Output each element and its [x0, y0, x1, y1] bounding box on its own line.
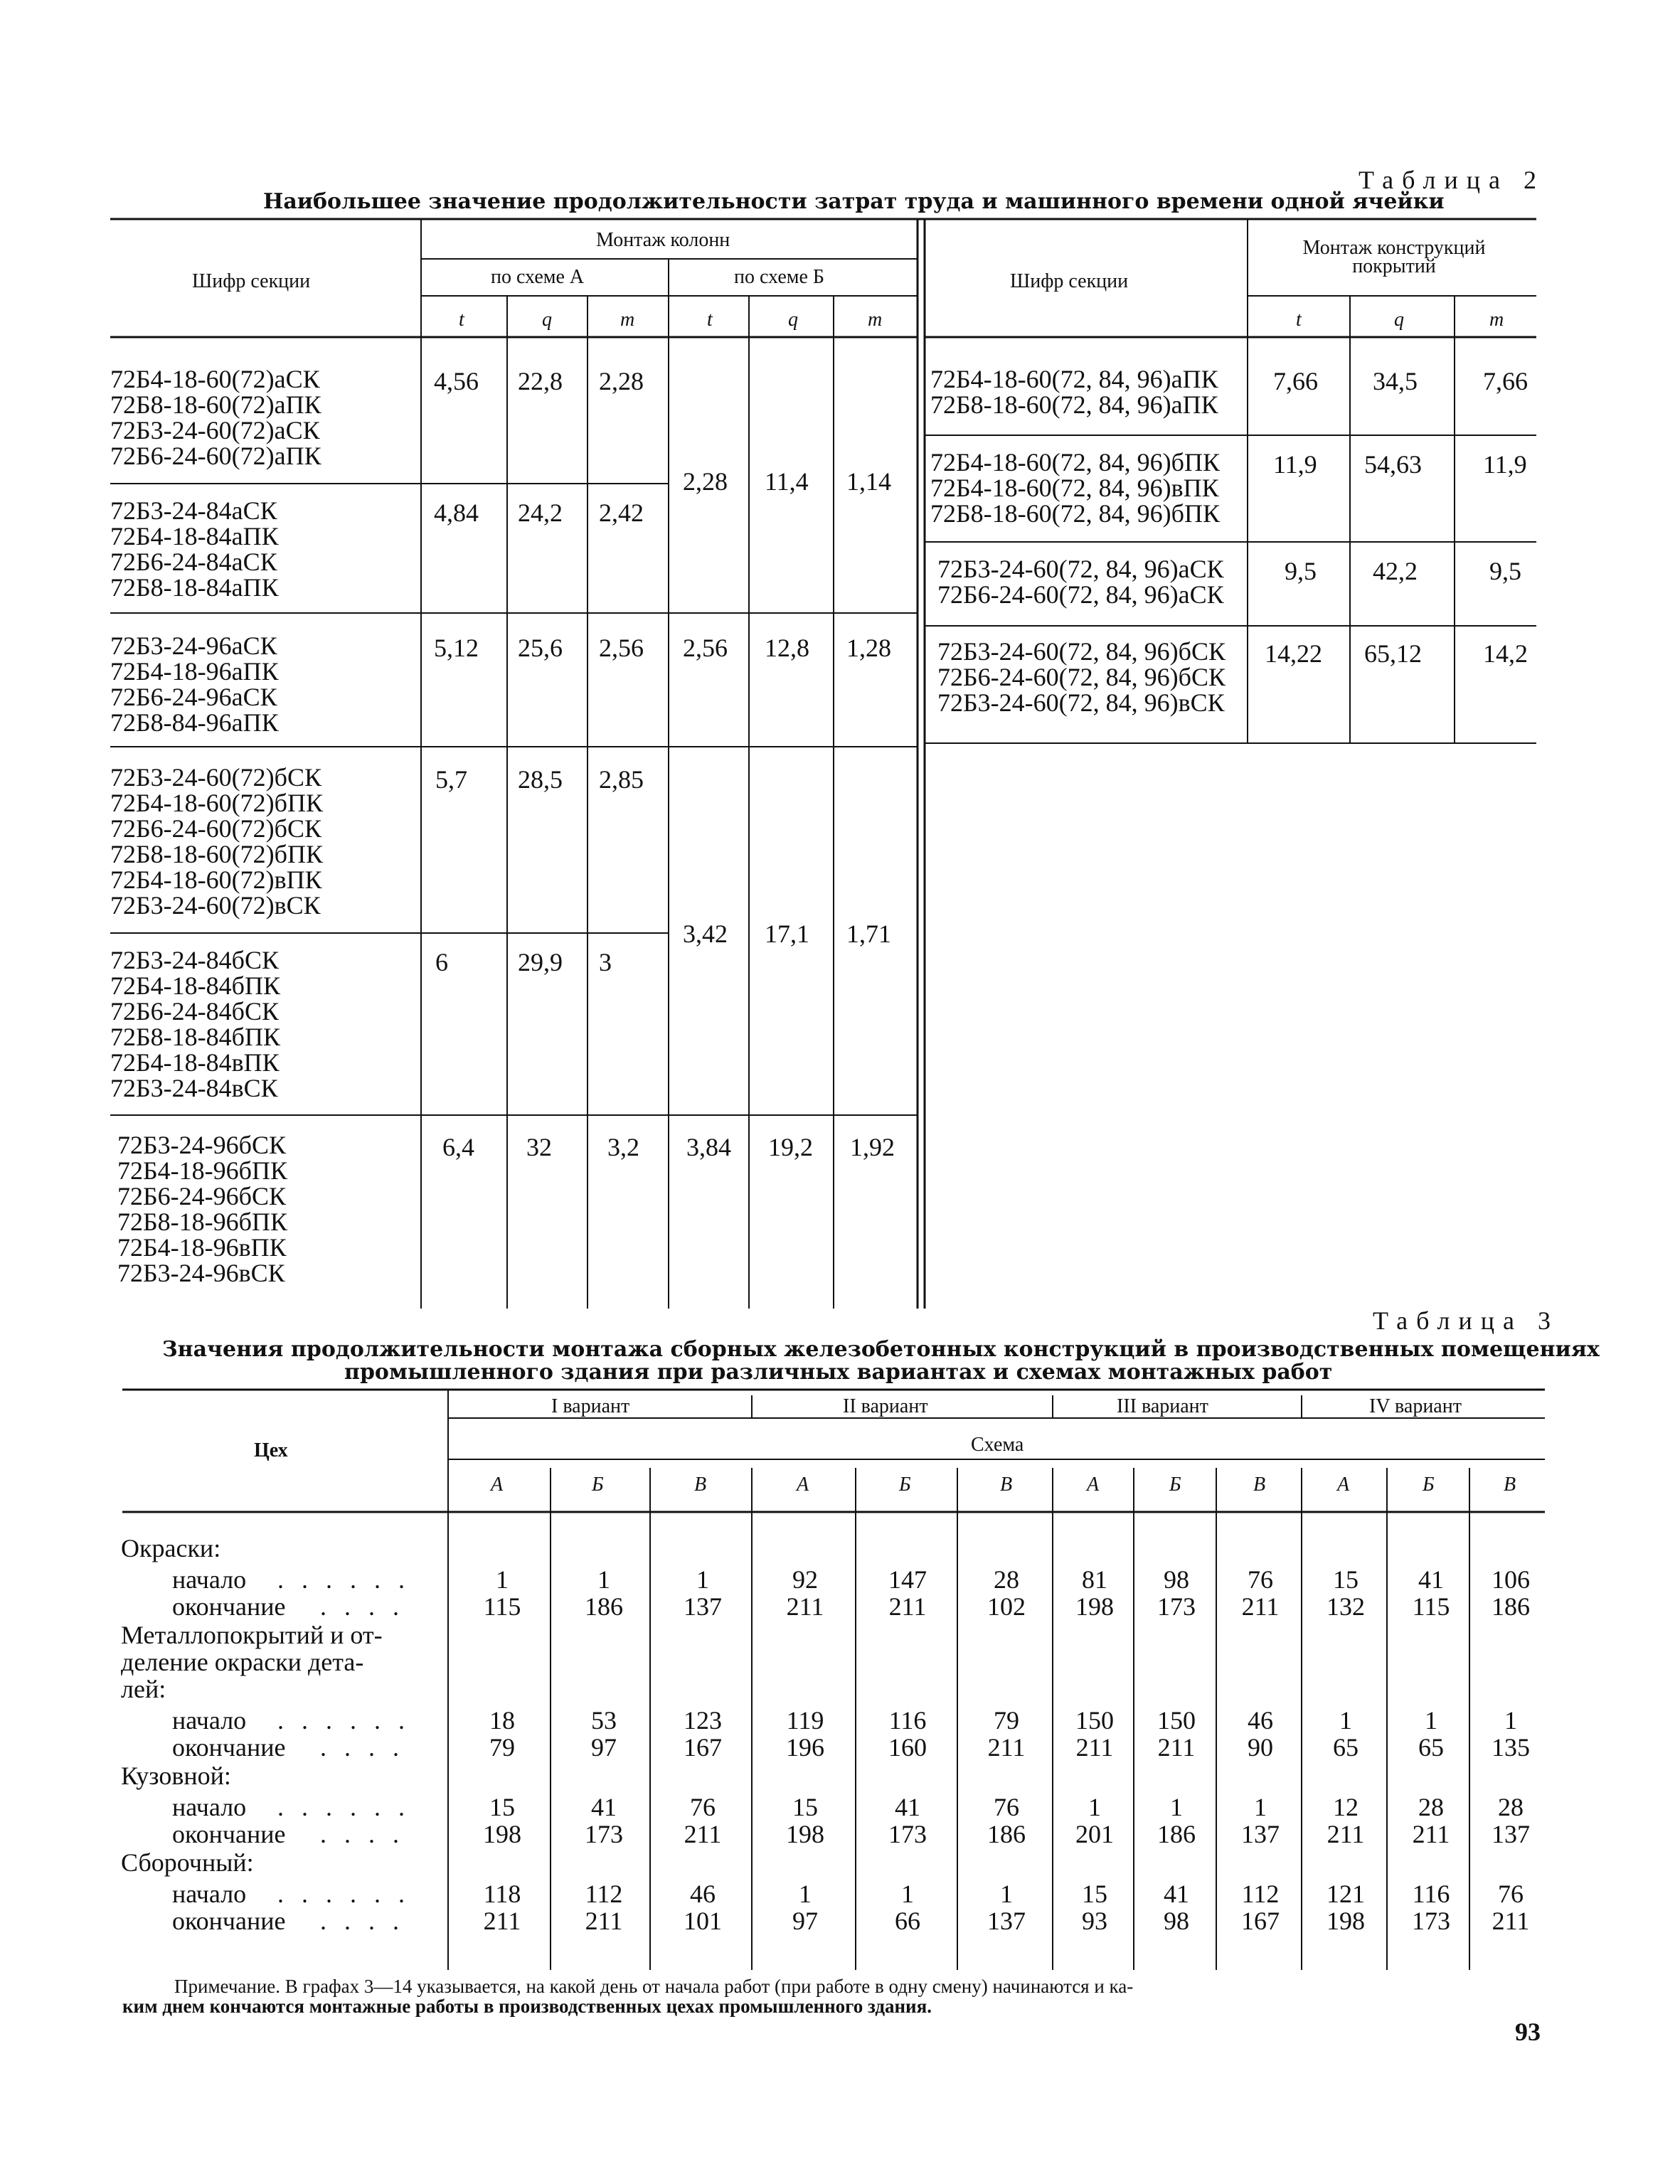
table3-cell: 211 — [786, 1592, 824, 1621]
table3-row-leader-dots: . . . . . . — [277, 1880, 410, 1908]
table3-row-label: начало — [172, 1565, 247, 1594]
table3-cell: 147 — [888, 1565, 927, 1594]
table3-note-line1: Примечание. В графах 3—14 указывается, на какой день от начала работ (при работе в одну смену) начинаются и ка- — [174, 1976, 1134, 1997]
table3-cell: 46 — [1248, 1706, 1273, 1735]
table3-cell: 211 — [1327, 1820, 1365, 1848]
table3-cell: 123 — [684, 1706, 722, 1735]
t2-right-row-2-m: 11,9 — [1483, 450, 1527, 479]
t3-col-6: В — [1000, 1474, 1013, 1496]
t2-col-t-b: t — [707, 309, 713, 331]
table3-cell: 28 — [1418, 1793, 1444, 1821]
table3-cell: 41 — [1164, 1880, 1189, 1908]
table3-cell: 173 — [888, 1820, 927, 1848]
t2-right-row-2-codes: 72Б4-18-60(72, 84, 96)бПК 72Б4-18-60(72, 84, 96)вПК 72Б8-18-60(72, 84, 96)бПК — [930, 448, 1220, 528]
table3-cell: 167 — [1241, 1907, 1280, 1935]
table3-cell: 116 — [1412, 1880, 1450, 1908]
table3-cell: 112 — [1241, 1880, 1280, 1908]
table3-row-leader-dots: . . . . — [320, 1820, 405, 1848]
t2-col-q-a: q — [542, 309, 552, 331]
table3-cell: 1 — [1088, 1793, 1101, 1821]
t2-left-row-2-codes: 72Б3-24-84аСК 72Б4-18-84аПК 72Б6-24-84аСК 72Б8-18-84аПК — [110, 496, 279, 602]
t2-left-row-3-m: 2,56 — [599, 634, 644, 662]
table3-cell: 98 — [1164, 1565, 1189, 1594]
table3-cell: 1 — [799, 1880, 812, 1908]
table3-cell: 1 — [1504, 1706, 1517, 1735]
table3-cell: 186 — [987, 1820, 1026, 1848]
t2-left-row-6-q: 32 — [526, 1133, 552, 1161]
table3-cell: 186 — [1492, 1592, 1530, 1621]
t2-merged-b1-q: 11,4 — [765, 467, 809, 496]
table3-row-leader-dots: . . . . — [320, 1592, 405, 1621]
table3-cell: 196 — [786, 1733, 824, 1762]
t3-variant-4: IV вариант — [1369, 1395, 1462, 1417]
table3-cell: 65 — [1418, 1733, 1444, 1762]
table3-cell: 150 — [1075, 1706, 1114, 1735]
table3-cell: 66 — [895, 1907, 920, 1935]
table3-title-line2: промышленного здания при различных вариантах и схемах монтажных работ — [344, 1360, 1333, 1385]
t2-right-row-4-codes: 72Б3-24-60(72, 84, 96)бСК 72Б6-24-60(72, 84, 96)бСК 72Б3-24-60(72, 84, 96)вСК — [937, 637, 1226, 717]
t2-right-row-2-q: 54,63 — [1364, 450, 1422, 479]
t2-left-row-5-q: 29,9 — [518, 948, 563, 976]
t2-right-col-m: m — [1489, 309, 1504, 331]
t2-left-row-1-t: 4,56 — [434, 367, 479, 395]
table3-cell: 211 — [1492, 1907, 1530, 1935]
t2-scheme-b-header: по схеме Б — [734, 266, 824, 288]
t2-merged-b2-q: 17,1 — [765, 920, 809, 948]
table3-cell: 198 — [786, 1820, 824, 1848]
table3-row-label: окончание — [172, 1592, 286, 1621]
t2-left-row-5-m: 3 — [599, 948, 612, 976]
t2-right-row-1-q: 34,5 — [1373, 367, 1418, 395]
table3-cell: 93 — [1082, 1907, 1107, 1935]
t2-right-code-header: Шифр секции — [1010, 270, 1129, 292]
t2-left-row-2-q: 24,2 — [518, 499, 563, 527]
table3-cell: 81 — [1082, 1565, 1107, 1594]
t2-left-code-header: Шифр секции — [192, 270, 311, 292]
table3-row-leader-dots: . . . . — [320, 1907, 405, 1935]
table3-cell: 102 — [987, 1592, 1026, 1621]
t2-left-row-3-bq: 12,8 — [765, 634, 809, 662]
t2-right-row-3-codes: 72Б3-24-60(72, 84, 96)аСК 72Б6-24-60(72, 84, 96)аСК — [937, 555, 1224, 609]
table3-cell: 167 — [684, 1733, 722, 1762]
table3-group-label: Окраски: — [121, 1534, 221, 1562]
table3-group-label: Сборочный: — [121, 1848, 254, 1877]
table3-cell: 211 — [1241, 1592, 1280, 1621]
t2-right-row-1-m: 7,66 — [1483, 367, 1528, 395]
t2-right-row-3-m: 9,5 — [1489, 557, 1521, 585]
t2-left-row-4-q: 28,5 — [518, 765, 563, 794]
table3-cell: 135 — [1492, 1733, 1530, 1762]
t2-right-col-q: q — [1394, 309, 1404, 331]
table3-cell: 211 — [888, 1592, 927, 1621]
t2-right-row-4-m: 14,2 — [1483, 639, 1528, 668]
t3-col-3: В — [694, 1474, 707, 1496]
t3-col-9: В — [1253, 1474, 1266, 1496]
table3-cell: 79 — [994, 1706, 1019, 1735]
table3-cell: 76 — [690, 1793, 716, 1821]
table3-cell: 119 — [786, 1706, 824, 1735]
table3-cell: 137 — [1492, 1820, 1530, 1848]
t2-left-row-4-codes: 72Б3-24-60(72)бСК 72Б4-18-60(72)бПК 72Б6-24-60(72)бСК 72Б8-18-60(72)бПК 72Б4-18-60(72)вПК 72Б3-24-60(72)вСК — [110, 763, 323, 920]
t2-right-row-2-t: 11,9 — [1273, 450, 1317, 479]
table3-cell: 137 — [684, 1592, 722, 1621]
t3-col-12: В — [1504, 1474, 1516, 1496]
t2-left-row-3-bt: 2,56 — [683, 634, 728, 662]
t3-col-1: А — [491, 1474, 504, 1496]
table3-cell: 1 — [901, 1880, 914, 1908]
table3-cell: 97 — [591, 1733, 617, 1762]
table3-row-leader-dots: . . . . . . — [277, 1793, 410, 1821]
t3-col-4: А — [797, 1474, 809, 1496]
t2-left-row-5-codes: 72Б3-24-84бСК 72Б4-18-84бПК 72Б6-24-84бСК 72Б8-18-84бПК 72Б4-18-84вПК 72Б3-24-84вСК — [110, 946, 280, 1102]
t3-col-10: А — [1337, 1474, 1350, 1496]
table3-row-label: окончание — [172, 1820, 286, 1848]
table3-cell: 92 — [792, 1565, 818, 1594]
t2-left-row-3-q: 25,6 — [518, 634, 563, 662]
table3-cell: 173 — [1157, 1592, 1196, 1621]
table3-cell: 28 — [994, 1565, 1019, 1594]
t2-col-m-a: m — [620, 309, 635, 331]
table3-cell: 211 — [483, 1907, 521, 1935]
table3-row-label: начало — [172, 1793, 247, 1821]
t2-left-row-6-t: 6,4 — [442, 1133, 474, 1161]
t2-left-row-6-m: 3,2 — [607, 1133, 639, 1161]
table3-cell: 1 — [1254, 1793, 1267, 1821]
table3-cell: 198 — [483, 1820, 521, 1848]
table3-cell: 201 — [1075, 1820, 1114, 1848]
table3-cell: 211 — [1075, 1733, 1114, 1762]
t2-col-m-b: m — [868, 309, 883, 331]
table3-cell: 106 — [1492, 1565, 1530, 1594]
t2-scheme-a-header: по схеме А — [491, 266, 585, 288]
t2-left-row-6-codes: 72Б3-24-96бСК 72Б4-18-96бПК 72Б6-24-96бСК 72Б8-18-96бПК 72Б4-18-96вПК 72Б3-24-96вСК — [117, 1131, 287, 1287]
table3-cell: 186 — [1157, 1820, 1196, 1848]
t3-shop-header: Цех — [254, 1439, 288, 1461]
table3-row-label: окончание — [172, 1733, 286, 1762]
t2-left-row-6-bt: 3,84 — [686, 1133, 731, 1161]
t2-col-q-b: q — [788, 309, 798, 331]
t2-right-group-header: Монтаж конструкций покрытий — [1302, 237, 1486, 277]
t2-left-row-1-q: 22,8 — [518, 367, 563, 395]
table3-cell: 137 — [1241, 1820, 1280, 1848]
table3-cell: 12 — [1333, 1793, 1359, 1821]
table3-cell: 65 — [1333, 1733, 1359, 1762]
table3-cell: 198 — [1075, 1592, 1114, 1621]
table3-row-leader-dots: . . . . . . — [277, 1565, 410, 1594]
table3-title-line1: Значения продолжительности монтажа сборных железобетонных конструкций в производственных помещениях — [162, 1337, 1600, 1362]
t2-left-row-2-m: 2,42 — [599, 499, 644, 527]
table3-cell: 112 — [585, 1880, 623, 1908]
t2-merged-b1-t: 2,28 — [683, 467, 728, 496]
table3-cell: 15 — [1333, 1565, 1359, 1594]
table3-cell: 76 — [1498, 1880, 1524, 1908]
table3-cell: 160 — [888, 1733, 927, 1762]
table3-cell: 150 — [1157, 1706, 1196, 1735]
table2-label: Таблица 2 — [1359, 166, 1545, 194]
t2-left-row-2-t: 4,84 — [434, 499, 479, 527]
t3-col-7: А — [1087, 1474, 1100, 1496]
table3-label: Таблица 3 — [1373, 1306, 1559, 1335]
t3-variant-1: I вариант — [551, 1395, 630, 1417]
t3-col-8: Б — [1169, 1474, 1181, 1496]
table3-cell: 211 — [684, 1820, 722, 1848]
t3-scheme-header: Схема — [971, 1434, 1024, 1456]
table3-cell: 1 — [597, 1565, 610, 1594]
t2-right-row-4-q: 65,12 — [1364, 639, 1422, 668]
table3-cell: 15 — [489, 1793, 515, 1821]
table3-cell: 211 — [1412, 1820, 1450, 1848]
table3-group-label: лей: — [121, 1675, 166, 1703]
table3-cell: 186 — [585, 1592, 623, 1621]
table3-row-leader-dots: . . . . . . — [277, 1706, 410, 1735]
t3-variant-3: III вариант — [1117, 1395, 1208, 1417]
table3-cell: 115 — [483, 1592, 521, 1621]
t3-col-2: Б — [592, 1474, 604, 1496]
table3-cell: 15 — [792, 1793, 818, 1821]
table3-cell: 101 — [684, 1907, 722, 1935]
table3-cell: 132 — [1327, 1592, 1365, 1621]
table3-cell: 41 — [895, 1793, 920, 1821]
table3-cell: 18 — [489, 1706, 515, 1735]
table3-cell: 1 — [1000, 1880, 1013, 1908]
t2-merged-b2-m: 1,71 — [846, 920, 891, 948]
table3-cell: 1 — [496, 1565, 509, 1594]
table3-cell: 121 — [1327, 1880, 1365, 1908]
table3-cell: 211 — [1157, 1733, 1196, 1762]
table3-cell: 1 — [1170, 1793, 1183, 1821]
table3-cell: 137 — [987, 1907, 1026, 1935]
t2-right-row-3-q: 42,2 — [1373, 557, 1418, 585]
table3-cell: 97 — [792, 1907, 818, 1935]
table3-cell: 173 — [1412, 1907, 1450, 1935]
t3-col-11: Б — [1423, 1474, 1435, 1496]
table3-cell: 76 — [1248, 1565, 1273, 1594]
table3-cell: 1 — [1339, 1706, 1352, 1735]
t2-merged-b1-m: 1,14 — [846, 467, 891, 496]
table3-cell: 15 — [1082, 1880, 1107, 1908]
table3-cell: 41 — [591, 1793, 617, 1821]
table3-cell: 211 — [585, 1907, 623, 1935]
table3-cell: 28 — [1498, 1793, 1524, 1821]
t2-left-row-3-bm: 1,28 — [846, 634, 891, 662]
t2-left-row-5-t: 6 — [435, 948, 448, 976]
table3-cell: 46 — [690, 1880, 716, 1908]
table3-row-label: начало — [172, 1880, 247, 1908]
table3-cell: 198 — [1327, 1907, 1365, 1935]
t2-right-col-t: t — [1296, 309, 1302, 331]
t2-left-row-6-bq: 19,2 — [768, 1133, 813, 1161]
table3-cell: 211 — [987, 1733, 1026, 1762]
table3-row-leader-dots: . . . . — [320, 1733, 405, 1762]
table3-cell: 115 — [1412, 1592, 1450, 1621]
t2-merged-b2-t: 3,42 — [683, 920, 728, 948]
t2-col-t-a: t — [459, 309, 464, 331]
table3-cell: 79 — [489, 1733, 515, 1762]
t2-left-row-4-m: 2,85 — [599, 765, 644, 794]
t2-right-row-4-t: 14,22 — [1265, 639, 1322, 668]
table3-cell: 76 — [994, 1793, 1019, 1821]
table2-title: Наибольшее значение продолжительности затрат труда и машинного времени одной ячейки — [263, 189, 1445, 214]
table3-cell: 118 — [483, 1880, 521, 1908]
table3-row-label: окончание — [172, 1907, 286, 1935]
table3-row-label: начало — [172, 1706, 247, 1735]
table3-cell: 116 — [888, 1706, 927, 1735]
table3-group-label: Металлопокрытий и от- — [121, 1621, 383, 1649]
table3-cell: 90 — [1248, 1733, 1273, 1762]
table3-cell: 41 — [1418, 1565, 1444, 1594]
t2-right-row-3-t: 9,5 — [1285, 557, 1317, 585]
table3-cell: 1 — [696, 1565, 709, 1594]
t3-variant-2: II вариант — [843, 1395, 928, 1417]
page-number: 93 — [1515, 2018, 1541, 2046]
t2-left-row-6-bm: 1,92 — [850, 1133, 895, 1161]
t2-right-row-1-t: 7,66 — [1273, 367, 1318, 395]
t3-col-5: Б — [899, 1474, 911, 1496]
t2-left-row-4-t: 5,7 — [435, 765, 467, 794]
t2-right-row-1-codes: 72Б4-18-60(72, 84, 96)аПК 72Б8-18-60(72, 84, 96)аПК — [930, 365, 1218, 419]
t2-left-row-1-m: 2,28 — [599, 367, 644, 395]
table3-cell: 1 — [1425, 1706, 1437, 1735]
t2-left-row-1-codes: 72Б4-18-60(72)аСК 72Б8-18-60(72)аПК 72Б3-24-60(72)аСК 72Б6-24-60(72)аПК — [110, 365, 321, 470]
table3-cell: 53 — [591, 1706, 617, 1735]
table3-note-line2: ким днем кончаются монтажные работы в производственных цехах промышленного здания. — [122, 1996, 932, 2017]
table3-cell: 173 — [585, 1820, 623, 1848]
table3-group-label: деление окраски дета- — [121, 1648, 364, 1676]
t2-left-group-header: Монтаж колонн — [596, 229, 730, 251]
t2-left-row-3-t: 5,12 — [434, 634, 479, 662]
table3-cell: 98 — [1164, 1907, 1189, 1935]
table3-group-label: Кузовной: — [121, 1762, 231, 1790]
t2-left-row-3-codes: 72Б3-24-96аСК 72Б4-18-96аПК 72Б6-24-96аСК 72Б8-84-96аПК — [110, 632, 279, 737]
